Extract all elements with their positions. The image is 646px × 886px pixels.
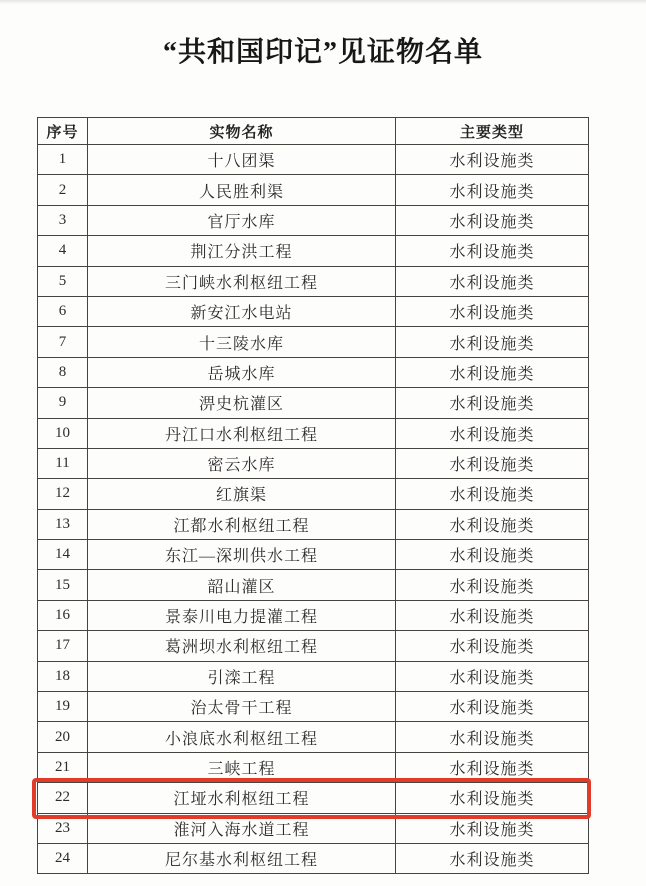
cell-type: 水利设施类 xyxy=(396,631,589,661)
cell-no: 9 xyxy=(38,388,88,418)
cell-no: 3 xyxy=(38,205,88,235)
cell-name: 江都水利枢纽工程 xyxy=(88,509,396,539)
cell-name: 东江—深圳供水工程 xyxy=(88,540,396,570)
cell-no: 13 xyxy=(38,509,88,539)
cell-name: 三峡工程 xyxy=(88,752,396,782)
table-row xyxy=(38,570,589,600)
cell-name: 十三陵水库 xyxy=(88,327,396,357)
table-row xyxy=(38,357,589,387)
table-row xyxy=(38,145,589,175)
cell-type: 水利设施类 xyxy=(396,752,589,782)
cell-no: 8 xyxy=(38,357,88,387)
cell-no: 10 xyxy=(38,418,88,448)
table-row xyxy=(38,631,589,661)
cell-no: 21 xyxy=(38,752,88,782)
cell-name: 淮河入海水道工程 xyxy=(88,813,396,843)
cell-no: 12 xyxy=(38,479,88,509)
cell-no: 15 xyxy=(38,570,88,600)
table-row xyxy=(38,540,589,570)
cell-no: 14 xyxy=(38,540,88,570)
header-row xyxy=(38,118,589,145)
table-row xyxy=(38,783,589,813)
cell-name: 引滦工程 xyxy=(88,661,396,691)
table-row xyxy=(38,752,589,782)
table-body xyxy=(38,145,589,874)
cell-name: 新安江水电站 xyxy=(88,296,396,326)
cell-name: 小浪底水利枢纽工程 xyxy=(88,722,396,752)
cell-type: 水利设施类 xyxy=(396,692,589,722)
cell-no: 19 xyxy=(38,692,88,722)
cell-type: 水利设施类 xyxy=(396,722,589,752)
cell-no: 6 xyxy=(38,296,88,326)
table-row xyxy=(38,813,589,843)
table-row xyxy=(38,236,589,266)
cell-type: 水利设施类 xyxy=(396,388,589,418)
cell-no: 18 xyxy=(38,661,88,691)
cell-no: 5 xyxy=(38,266,88,296)
table-row xyxy=(38,843,589,873)
cell-type: 水利设施类 xyxy=(396,296,589,326)
cell-name: 景泰川电力提灌工程 xyxy=(88,600,396,630)
cell-name: 韶山灌区 xyxy=(88,570,396,600)
cell-type: 水利设施类 xyxy=(396,205,589,235)
table-row xyxy=(38,266,589,296)
cell-name: 荆江分洪工程 xyxy=(88,236,396,266)
cell-type: 水利设施类 xyxy=(396,843,589,873)
cell-type: 水利设施类 xyxy=(396,327,589,357)
table-row xyxy=(38,722,589,752)
table-row xyxy=(38,692,589,722)
cell-name: 十八团渠 xyxy=(88,145,396,175)
column-header-type: 主要类型 xyxy=(396,118,589,145)
cell-type: 水利设施类 xyxy=(396,661,589,691)
cell-name: 治太骨干工程 xyxy=(88,692,396,722)
table-row xyxy=(38,448,589,478)
table-row xyxy=(38,388,589,418)
table-row xyxy=(38,205,589,235)
cell-type: 水利设施类 xyxy=(396,479,589,509)
cell-no: 11 xyxy=(38,448,88,478)
cell-type: 水利设施类 xyxy=(396,509,589,539)
cell-no: 17 xyxy=(38,631,88,661)
cell-type: 水利设施类 xyxy=(396,266,589,296)
cell-name: 三门峡水利枢纽工程 xyxy=(88,266,396,296)
column-header-no: 序号 xyxy=(38,118,88,145)
column-header-name: 实物名称 xyxy=(88,118,396,145)
table-row xyxy=(38,509,589,539)
cell-name: 红旗渠 xyxy=(88,479,396,509)
cell-no: 22 xyxy=(38,783,88,813)
table-row xyxy=(38,296,589,326)
cell-type: 水利设施类 xyxy=(396,357,589,387)
cell-type: 水利设施类 xyxy=(396,783,589,813)
table-row xyxy=(38,418,589,448)
cell-no: 16 xyxy=(38,600,88,630)
cell-name: 官厅水库 xyxy=(88,205,396,235)
cell-name: 葛洲坝水利枢纽工程 xyxy=(88,631,396,661)
cell-no: 24 xyxy=(38,843,88,873)
cell-type: 水利设施类 xyxy=(396,540,589,570)
table-row xyxy=(38,479,589,509)
cell-name: 江垭水利枢纽工程 xyxy=(88,783,396,813)
cell-no: 2 xyxy=(38,175,88,205)
cell-no: 1 xyxy=(38,145,88,175)
cell-name: 尼尔基水利枢纽工程 xyxy=(88,843,396,873)
table-row xyxy=(38,661,589,691)
cell-name: 淠史杭灌区 xyxy=(88,388,396,418)
cell-name: 岳城水库 xyxy=(88,357,396,387)
cell-type: 水利设施类 xyxy=(396,175,589,205)
witness-list-table xyxy=(37,117,589,874)
page-title: “共和国印记”见证物名单 xyxy=(162,37,483,68)
cell-type: 水利设施类 xyxy=(396,448,589,478)
cell-type: 水利设施类 xyxy=(396,813,589,843)
cell-type: 水利设施类 xyxy=(396,145,589,175)
cell-no: 20 xyxy=(38,722,88,752)
table-row xyxy=(38,600,589,630)
cell-name: 丹江口水利枢纽工程 xyxy=(88,418,396,448)
cell-no: 23 xyxy=(38,813,88,843)
cell-type: 水利设施类 xyxy=(396,600,589,630)
table-row xyxy=(38,327,589,357)
cell-type: 水利设施类 xyxy=(396,236,589,266)
cell-no: 7 xyxy=(38,327,88,357)
cell-type: 水利设施类 xyxy=(396,418,589,448)
table-header xyxy=(38,118,589,145)
cell-name: 密云水库 xyxy=(88,448,396,478)
cell-type: 水利设施类 xyxy=(396,570,589,600)
cell-name: 人民胜利渠 xyxy=(88,175,396,205)
cell-no: 4 xyxy=(38,236,88,266)
table-row xyxy=(38,175,589,205)
